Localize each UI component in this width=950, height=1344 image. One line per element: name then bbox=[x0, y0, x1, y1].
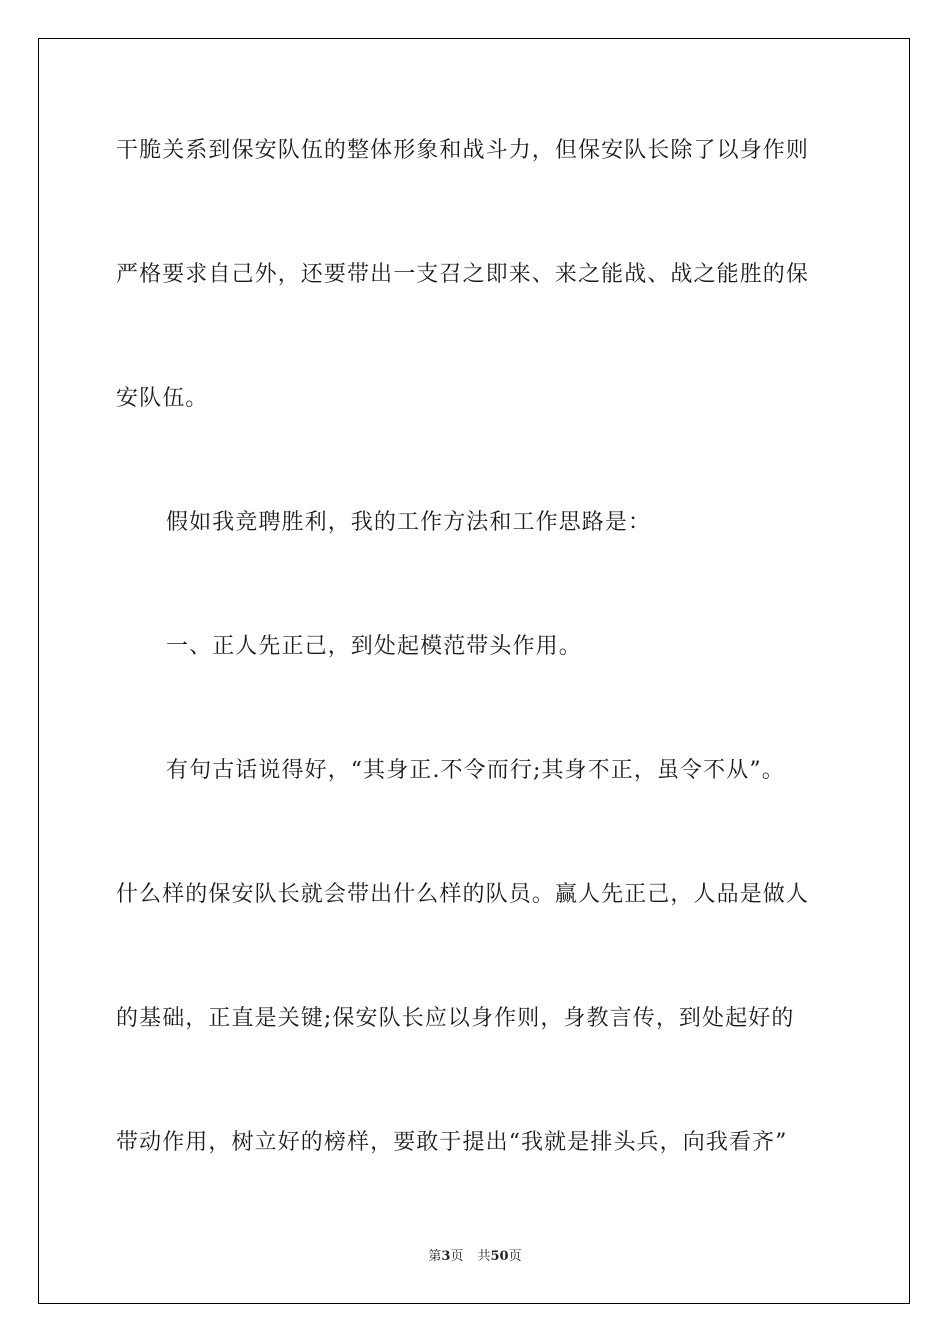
footer-page-prefix: 第 bbox=[428, 1249, 442, 1264]
body-line-7: 什么样的保安队长就会带出什么样的队员。赢人先正己，人品是做人 bbox=[116, 882, 810, 907]
body-line-9: 带动作用，树立好的榜样，要敢于提出“我就是排头兵，向我看齐” bbox=[116, 1130, 788, 1155]
body-line-4: 假如我竞聘胜利，我的工作方法和工作思路是： bbox=[166, 510, 652, 535]
body-line-8: 的基础，正直是关键;保安队长应以身作则，身教言传，到处起好的 bbox=[116, 1006, 795, 1031]
body-line-5: 一、正人先正己，到处起模范带头作用。 bbox=[166, 634, 582, 659]
footer-total-suffix: 页 bbox=[508, 1249, 522, 1264]
body-line-1: 干脆关系到保安队伍的整体形象和战斗力，但保安队长除了以身作则 bbox=[116, 138, 810, 163]
footer-total-prefix: 共 bbox=[477, 1249, 491, 1264]
body-line-6: 有句古话说得好，“其身正.不令而行;其身不正，虽令不从”。 bbox=[166, 758, 785, 783]
footer-page-suffix: 页 bbox=[450, 1249, 464, 1264]
page-border bbox=[38, 38, 910, 1304]
footer-total-pages: 50 bbox=[490, 1249, 509, 1264]
footer-page-number: 3 bbox=[441, 1249, 451, 1264]
body-line-3: 安队伍。 bbox=[116, 386, 209, 411]
page-footer bbox=[0, 1245, 950, 1264]
body-line-2: 严格要求自己外，还要带出一支召之即来、来之能战、战之能胜的保 bbox=[116, 262, 810, 287]
